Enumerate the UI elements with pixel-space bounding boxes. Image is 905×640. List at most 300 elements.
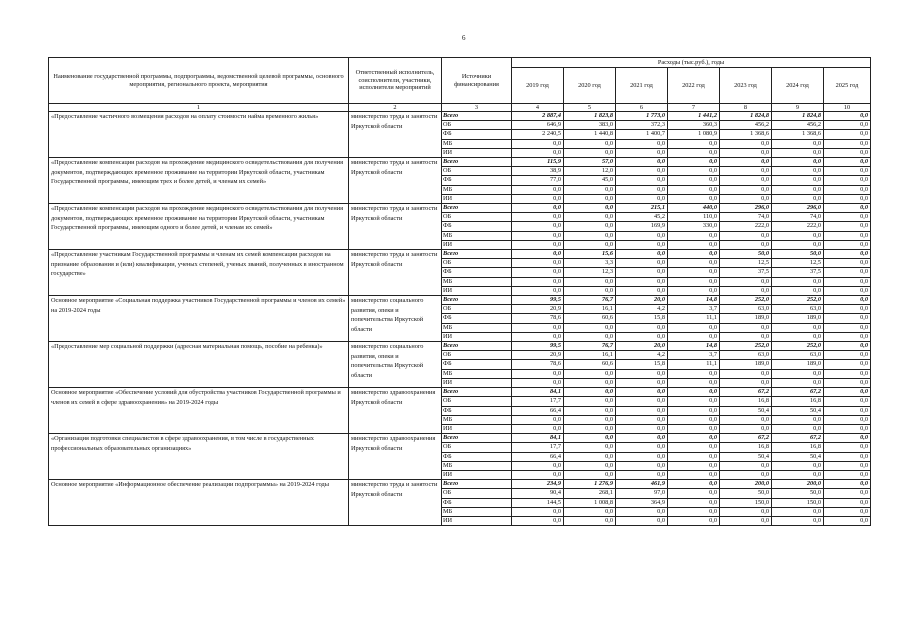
measure-name-cell: «Предоставление частичного возмещения расходов на оплату стоимости найма временного жилья» — [49, 112, 349, 158]
funding-source-cell: ИИ — [442, 516, 512, 525]
expense-value-cell: 0,0 — [720, 231, 772, 240]
expense-value-cell: 1 441,2 — [668, 112, 720, 121]
responsible-executor-cell: министерство труда и занятости Иркутской области — [349, 204, 442, 250]
expense-value-cell: 0,0 — [824, 314, 871, 323]
funding-source-cell: ОБ — [442, 443, 512, 452]
header-expenses: Расходы (тыс.руб.), годы — [512, 58, 871, 68]
expense-value-cell: 0,0 — [720, 240, 772, 249]
expense-value-cell: 50,0 — [720, 250, 772, 259]
expense-value-cell: 0,0 — [616, 185, 668, 194]
expense-value-cell: 50,4 — [772, 452, 824, 461]
expense-value-cell: 0,0 — [824, 388, 871, 397]
expense-value-cell: 0,0 — [720, 516, 772, 525]
expense-value-cell: 77,0 — [512, 176, 564, 185]
expense-value-cell: 0,0 — [824, 332, 871, 341]
expense-value-cell: 0,0 — [824, 452, 871, 461]
expense-value-cell: 0,0 — [772, 148, 824, 157]
expense-value-cell: 189,0 — [720, 360, 772, 369]
expense-value-cell: 0,0 — [564, 332, 616, 341]
expense-value-cell: 0,0 — [564, 194, 616, 203]
funding-source-cell: МБ — [442, 415, 512, 424]
funding-source-cell: ФБ — [442, 406, 512, 415]
page-number: 6 — [462, 34, 466, 42]
funding-source-cell: ФБ — [442, 176, 512, 185]
column-index: 2 — [349, 104, 442, 112]
header-year: 2025 год — [824, 68, 871, 104]
expense-value-cell: 63,0 — [720, 351, 772, 360]
expense-value-cell: 189,0 — [772, 360, 824, 369]
expense-value-cell: 1 276,9 — [564, 480, 616, 489]
expense-value-cell: 0,0 — [720, 167, 772, 176]
expense-value-cell: 150,0 — [772, 498, 824, 507]
expense-value-cell: 0,0 — [564, 323, 616, 332]
column-index: 9 — [772, 104, 824, 112]
responsible-executor-cell: министерство здравоохранения Иркутской области — [349, 434, 442, 480]
expense-value-cell: 0,0 — [564, 222, 616, 231]
funding-source-cell: ИИ — [442, 240, 512, 249]
table-row — [49, 204, 871, 213]
expense-value-cell: 0,0 — [616, 369, 668, 378]
header-year: 2019 год — [512, 68, 564, 104]
funding-source-cell: МБ — [442, 507, 512, 516]
expense-value-cell: 0,0 — [824, 148, 871, 157]
expense-value-cell: 0,0 — [668, 378, 720, 387]
expense-value-cell: 0,0 — [824, 434, 871, 443]
funding-source-cell: Всего — [442, 204, 512, 213]
funding-source-cell: ФБ — [442, 130, 512, 139]
expense-value-cell: 0,0 — [668, 250, 720, 259]
expense-value-cell: 0,0 — [720, 323, 772, 332]
expense-value-cell: 0,0 — [564, 415, 616, 424]
expense-value-cell: 0,0 — [616, 461, 668, 470]
expense-value-cell: 0,0 — [824, 351, 871, 360]
expense-value-cell: 0,0 — [512, 259, 564, 268]
expense-value-cell: 222,0 — [772, 222, 824, 231]
funding-source-cell: ФБ — [442, 452, 512, 461]
expense-value-cell: 0,0 — [668, 286, 720, 295]
expense-value-cell: 0,0 — [772, 424, 824, 433]
expense-value-cell: 0,0 — [616, 434, 668, 443]
expense-value-cell: 0,0 — [668, 452, 720, 461]
table-row — [49, 480, 871, 489]
expense-value-cell: 0,0 — [616, 240, 668, 249]
expense-value-cell: 0,0 — [668, 434, 720, 443]
funding-source-cell: МБ — [442, 139, 512, 148]
expense-value-cell: 99,5 — [512, 342, 564, 351]
responsible-executor-cell: министерство труда и занятости Иркутской области — [349, 480, 442, 526]
expense-value-cell: 0,0 — [512, 323, 564, 332]
expense-value-cell: 0,0 — [668, 369, 720, 378]
expense-value-cell: 15,8 — [616, 360, 668, 369]
expense-value-cell: 0,0 — [824, 424, 871, 433]
column-index: 7 — [668, 104, 720, 112]
expense-value-cell: 0,0 — [668, 461, 720, 470]
expense-value-cell: 0,0 — [668, 194, 720, 203]
expense-value-cell: 0,0 — [668, 240, 720, 249]
expense-value-cell: 16,8 — [720, 443, 772, 452]
expense-value-cell: 0,0 — [772, 176, 824, 185]
expense-value-cell: 0,0 — [564, 406, 616, 415]
expense-value-cell: 0,0 — [564, 388, 616, 397]
expense-value-cell: 0,0 — [668, 424, 720, 433]
expense-value-cell: 0,0 — [720, 470, 772, 479]
expense-value-cell: 0,0 — [512, 424, 564, 433]
expense-value-cell: 0,0 — [668, 167, 720, 176]
expense-value-cell: 0,0 — [824, 342, 871, 351]
expense-value-cell: 1 824,8 — [720, 112, 772, 121]
funding-source-cell: ФБ — [442, 360, 512, 369]
expense-value-cell: 1 400,7 — [616, 130, 668, 139]
expense-value-cell: 0,0 — [720, 332, 772, 341]
expense-value-cell: 0,0 — [772, 167, 824, 176]
expense-value-cell: 16,8 — [772, 443, 824, 452]
expense-value-cell: 0,0 — [824, 185, 871, 194]
expense-value-cell: 0,0 — [772, 461, 824, 470]
funding-source-cell: Всего — [442, 112, 512, 121]
expense-value-cell: 0,0 — [824, 259, 871, 268]
header-year: 2022 год — [668, 68, 720, 104]
funding-source-cell: ОБ — [442, 213, 512, 222]
column-index: 1 — [49, 104, 349, 112]
expense-value-cell: 0,0 — [616, 388, 668, 397]
expense-value-cell: 12,5 — [772, 259, 824, 268]
expense-value-cell: 0,0 — [824, 489, 871, 498]
expense-value-cell: 0,0 — [616, 250, 668, 259]
measure-name-cell: «Организация подготовки специалистов в сфере здравоохранения, в том числе в государственных профессиональных образовательных организациях» — [49, 434, 349, 480]
expense-value-cell: 0,0 — [512, 332, 564, 341]
expense-value-cell: 99,5 — [512, 296, 564, 305]
expense-value-cell: 45,2 — [616, 213, 668, 222]
expense-value-cell: 0,0 — [824, 397, 871, 406]
expense-value-cell: 0,0 — [824, 130, 871, 139]
funding-source-cell: ИИ — [442, 194, 512, 203]
expense-value-cell: 0,0 — [824, 213, 871, 222]
expense-value-cell: 0,0 — [772, 415, 824, 424]
expense-value-cell: 50,4 — [772, 406, 824, 415]
expense-value-cell: 110,0 — [668, 213, 720, 222]
expense-value-cell: 0,0 — [668, 332, 720, 341]
expense-value-cell: 0,0 — [616, 194, 668, 203]
expense-value-cell: 67,2 — [720, 434, 772, 443]
expense-value-cell: 97,0 — [616, 489, 668, 498]
expense-value-cell: 16,1 — [564, 305, 616, 314]
expense-value-cell: 0,0 — [512, 378, 564, 387]
expense-value-cell: 15,8 — [616, 314, 668, 323]
expense-value-cell: 0,0 — [824, 286, 871, 295]
expense-value-cell: 2 887,4 — [512, 112, 564, 121]
expense-value-cell: 252,0 — [720, 342, 772, 351]
funding-source-cell: МБ — [442, 277, 512, 286]
expense-value-cell: 0,0 — [720, 369, 772, 378]
expense-value-cell: 0,0 — [616, 332, 668, 341]
funding-source-cell: Всего — [442, 342, 512, 351]
expense-value-cell: 1 773,0 — [616, 112, 668, 121]
measure-name-cell: «Предоставление участникам Государственной программы и членам их семей компенсации расходов на признание образования и (или) квалификации, ученых степеней, ученых званий, полученных в иностранном государстве» — [49, 250, 349, 296]
expense-value-cell: 0,0 — [824, 222, 871, 231]
expense-value-cell: 0,0 — [720, 176, 772, 185]
funding-source-cell: ОБ — [442, 489, 512, 498]
funding-source-cell: МБ — [442, 461, 512, 470]
column-index: 6 — [616, 104, 668, 112]
expense-value-cell: 50,0 — [720, 489, 772, 498]
expense-value-cell: 0,0 — [668, 388, 720, 397]
expense-value-cell: 0,0 — [616, 452, 668, 461]
expense-value-cell: 383,0 — [564, 121, 616, 130]
table-row — [49, 296, 871, 305]
expense-value-cell: 0,0 — [616, 167, 668, 176]
expense-value-cell: 0,0 — [824, 296, 871, 305]
expense-value-cell: 0,0 — [616, 158, 668, 167]
expense-value-cell: 50,0 — [772, 250, 824, 259]
expense-value-cell: 0,0 — [668, 470, 720, 479]
funding-source-cell: Всего — [442, 250, 512, 259]
expense-value-cell: 67,2 — [772, 388, 824, 397]
expense-value-cell: 0,0 — [564, 286, 616, 295]
expense-value-cell: 456,2 — [772, 121, 824, 130]
expense-value-cell: 0,0 — [616, 378, 668, 387]
expense-value-cell: 0,0 — [824, 277, 871, 286]
funding-source-cell: ИИ — [442, 332, 512, 341]
measure-name-cell: «Предоставление компенсации расходов на прохождение медицинского освидетельствования для получения документов, подтверждающих временное проживание на территории Иркутской области, участникам Государственной программы, имеющим трех и более детей, и членам их семей» — [49, 158, 349, 204]
funding-source-cell: МБ — [442, 231, 512, 240]
header-year: 2020 год — [564, 68, 616, 104]
funding-source-cell: Всего — [442, 296, 512, 305]
expense-value-cell: 0,0 — [616, 323, 668, 332]
expense-value-cell: 0,0 — [668, 231, 720, 240]
expense-value-cell: 63,0 — [772, 305, 824, 314]
expense-value-cell: 0,0 — [616, 470, 668, 479]
funding-source-cell: ИИ — [442, 148, 512, 157]
header-name: Наименование государственной программы, подпрограммы, ведомственной целевой программы, основного мероприятия, регионального проекта, мероприятия — [49, 58, 349, 104]
expense-value-cell: 360,3 — [668, 121, 720, 130]
expense-value-cell: 67,2 — [772, 434, 824, 443]
expense-value-cell: 0,0 — [668, 268, 720, 277]
expense-value-cell: 3,7 — [668, 351, 720, 360]
expense-value-cell: 12,3 — [564, 268, 616, 277]
expense-value-cell: 11,1 — [668, 360, 720, 369]
expense-value-cell: 15,6 — [564, 250, 616, 259]
expense-value-cell: 0,0 — [772, 240, 824, 249]
expense-value-cell: 0,0 — [564, 185, 616, 194]
funding-source-cell: ФБ — [442, 222, 512, 231]
expense-value-cell: 90,4 — [512, 489, 564, 498]
table-row — [49, 158, 871, 167]
expense-value-cell: 84,1 — [512, 388, 564, 397]
expense-value-cell: 0,0 — [772, 378, 824, 387]
expense-value-cell: 37,5 — [772, 268, 824, 277]
expense-value-cell: 0,0 — [564, 452, 616, 461]
funding-source-cell: ОБ — [442, 305, 512, 314]
expense-value-cell: 0,0 — [668, 516, 720, 525]
expense-value-cell: 0,0 — [564, 240, 616, 249]
expense-value-cell: 0,0 — [720, 424, 772, 433]
expense-value-cell: 0,0 — [668, 443, 720, 452]
expense-value-cell: 0,0 — [564, 369, 616, 378]
expense-value-cell: 0,0 — [668, 397, 720, 406]
expense-value-cell: 200,0 — [772, 480, 824, 489]
expense-value-cell: 0,0 — [720, 507, 772, 516]
expense-value-cell: 0,0 — [512, 185, 564, 194]
expense-value-cell: 144,5 — [512, 498, 564, 507]
expense-value-cell: 0,0 — [824, 158, 871, 167]
expense-value-cell: 189,0 — [772, 314, 824, 323]
expense-value-cell: 0,0 — [512, 148, 564, 157]
expense-value-cell: 0,0 — [616, 406, 668, 415]
expense-value-cell: 0,0 — [720, 158, 772, 167]
expense-value-cell: 0,0 — [668, 323, 720, 332]
expense-value-cell: 0,0 — [512, 194, 564, 203]
expense-value-cell: 0,0 — [512, 369, 564, 378]
expense-value-cell: 296,0 — [772, 204, 824, 213]
expense-value-cell: 0,0 — [824, 498, 871, 507]
expense-value-cell: 76,7 — [564, 342, 616, 351]
expense-value-cell: 252,0 — [772, 342, 824, 351]
expense-value-cell: 0,0 — [720, 148, 772, 157]
funding-source-cell: ОБ — [442, 167, 512, 176]
expense-value-cell: 189,0 — [720, 314, 772, 323]
expense-value-cell: 0,0 — [616, 277, 668, 286]
table-body — [49, 112, 871, 526]
expense-value-cell: 17,7 — [512, 443, 564, 452]
expense-value-cell: 67,2 — [720, 388, 772, 397]
expense-value-cell: 0,0 — [668, 158, 720, 167]
expense-value-cell: 66,4 — [512, 406, 564, 415]
expense-value-cell: 38,9 — [512, 167, 564, 176]
expense-value-cell: 0,0 — [564, 204, 616, 213]
funding-source-cell: ФБ — [442, 314, 512, 323]
funding-source-cell: ИИ — [442, 378, 512, 387]
expense-value-cell: 3,3 — [564, 259, 616, 268]
funding-source-cell: Всего — [442, 434, 512, 443]
expense-value-cell: 234,9 — [512, 480, 564, 489]
header-year: 2024 год — [772, 68, 824, 104]
expense-value-cell: 0,0 — [616, 424, 668, 433]
expense-value-cell: 0,0 — [772, 286, 824, 295]
expense-value-cell: 0,0 — [824, 204, 871, 213]
expense-value-cell: 4,2 — [616, 305, 668, 314]
expense-value-cell: 60,6 — [564, 360, 616, 369]
expense-value-cell: 0,0 — [824, 231, 871, 240]
expense-value-cell: 16,8 — [772, 397, 824, 406]
expense-value-cell: 150,0 — [720, 498, 772, 507]
expense-value-cell: 57,0 — [564, 158, 616, 167]
expense-value-cell: 0,0 — [564, 139, 616, 148]
expense-value-cell: 14,8 — [668, 342, 720, 351]
measure-name-cell: Основное мероприятие «Социальная поддержка участников Государственной программы и членов их семей» на 2019-2024 годы — [49, 296, 349, 342]
expense-value-cell: 12,0 — [564, 167, 616, 176]
funding-source-cell: Всего — [442, 158, 512, 167]
measure-name-cell: «Предоставление компенсации расходов на прохождение медицинского освидетельствования для получения документов, подтверждающих временное проживание на территории Иркутской области, участникам Государственной программы, имеющим одного и более детей, и членам их семей» — [49, 204, 349, 250]
expense-value-cell: 37,5 — [720, 268, 772, 277]
expense-value-cell: 456,2 — [720, 121, 772, 130]
expense-value-cell: 0,0 — [772, 158, 824, 167]
expense-value-cell: 66,4 — [512, 452, 564, 461]
expense-value-cell: 20,0 — [616, 342, 668, 351]
expense-value-cell: 2 240,5 — [512, 130, 564, 139]
expense-value-cell: 17,7 — [512, 397, 564, 406]
responsible-executor-cell: министерство здравоохранения Иркутской области — [349, 388, 442, 434]
expense-value-cell: 0,0 — [564, 213, 616, 222]
expense-value-cell: 0,0 — [824, 443, 871, 452]
expense-value-cell: 252,0 — [772, 296, 824, 305]
expense-value-cell: 12,5 — [720, 259, 772, 268]
responsible-executor-cell: министерство труда и занятости Иркутской области — [349, 250, 442, 296]
expense-value-cell: 0,0 — [824, 167, 871, 176]
header-year: 2021 год — [616, 68, 668, 104]
expense-value-cell: 0,0 — [824, 194, 871, 203]
expense-value-cell: 0,0 — [824, 139, 871, 148]
expense-value-cell: 0,0 — [772, 516, 824, 525]
expense-value-cell: 20,9 — [512, 305, 564, 314]
expense-value-cell: 215,1 — [616, 204, 668, 213]
expense-value-cell: 0,0 — [668, 277, 720, 286]
funding-source-cell: МБ — [442, 185, 512, 194]
expense-value-cell: 0,0 — [616, 286, 668, 295]
expense-value-cell: 0,0 — [824, 470, 871, 479]
expense-value-cell: 0,0 — [512, 250, 564, 259]
expense-value-cell: 20,0 — [616, 296, 668, 305]
table-row — [49, 112, 871, 121]
budget-table-container — [48, 57, 870, 526]
expense-value-cell: 0,0 — [824, 176, 871, 185]
expense-value-cell: 0,0 — [512, 415, 564, 424]
expense-value-cell: 0,0 — [668, 185, 720, 194]
expense-value-cell: 0,0 — [564, 378, 616, 387]
expense-value-cell: 0,0 — [772, 332, 824, 341]
expense-value-cell: 0,0 — [772, 323, 824, 332]
expense-value-cell: 0,0 — [824, 268, 871, 277]
funding-source-cell: ОБ — [442, 397, 512, 406]
expense-value-cell: 0,0 — [824, 323, 871, 332]
expense-value-cell: 252,0 — [720, 296, 772, 305]
expense-value-cell: 115,9 — [512, 158, 564, 167]
expense-value-cell: 330,0 — [668, 222, 720, 231]
expense-value-cell: 78,6 — [512, 314, 564, 323]
expense-value-cell: 0,0 — [564, 461, 616, 470]
expense-value-cell: 74,0 — [772, 213, 824, 222]
expense-value-cell: 222,0 — [720, 222, 772, 231]
expense-value-cell: 0,0 — [564, 424, 616, 433]
expense-value-cell: 0,0 — [616, 259, 668, 268]
expense-value-cell: 0,0 — [616, 148, 668, 157]
funding-source-cell: Всего — [442, 480, 512, 489]
expense-value-cell: 0,0 — [616, 516, 668, 525]
expense-value-cell: 14,8 — [668, 296, 720, 305]
expense-value-cell: 1 080,9 — [668, 130, 720, 139]
expense-value-cell: 1 368,6 — [720, 130, 772, 139]
expense-value-cell: 50,4 — [720, 452, 772, 461]
column-index: 3 — [442, 104, 512, 112]
expense-value-cell: 0,0 — [512, 240, 564, 249]
expense-value-cell: 169,9 — [616, 222, 668, 231]
budget-table — [48, 57, 871, 526]
expense-value-cell: 0,0 — [720, 461, 772, 470]
expense-value-cell: 0,0 — [512, 222, 564, 231]
column-index: 10 — [824, 104, 871, 112]
expense-value-cell: 0,0 — [668, 507, 720, 516]
expense-value-cell: 0,0 — [824, 415, 871, 424]
expense-value-cell: 0,0 — [668, 406, 720, 415]
expense-value-cell: 0,0 — [772, 185, 824, 194]
expense-value-cell: 0,0 — [512, 470, 564, 479]
expense-value-cell: 0,0 — [720, 185, 772, 194]
expense-value-cell: 0,0 — [564, 148, 616, 157]
header-year: 2023 год — [720, 68, 772, 104]
expense-value-cell: 74,0 — [720, 213, 772, 222]
expense-value-cell: 0,0 — [720, 139, 772, 148]
expense-value-cell: 296,0 — [720, 204, 772, 213]
responsible-executor-cell: министерство труда и занятости Иркутской области — [349, 158, 442, 204]
